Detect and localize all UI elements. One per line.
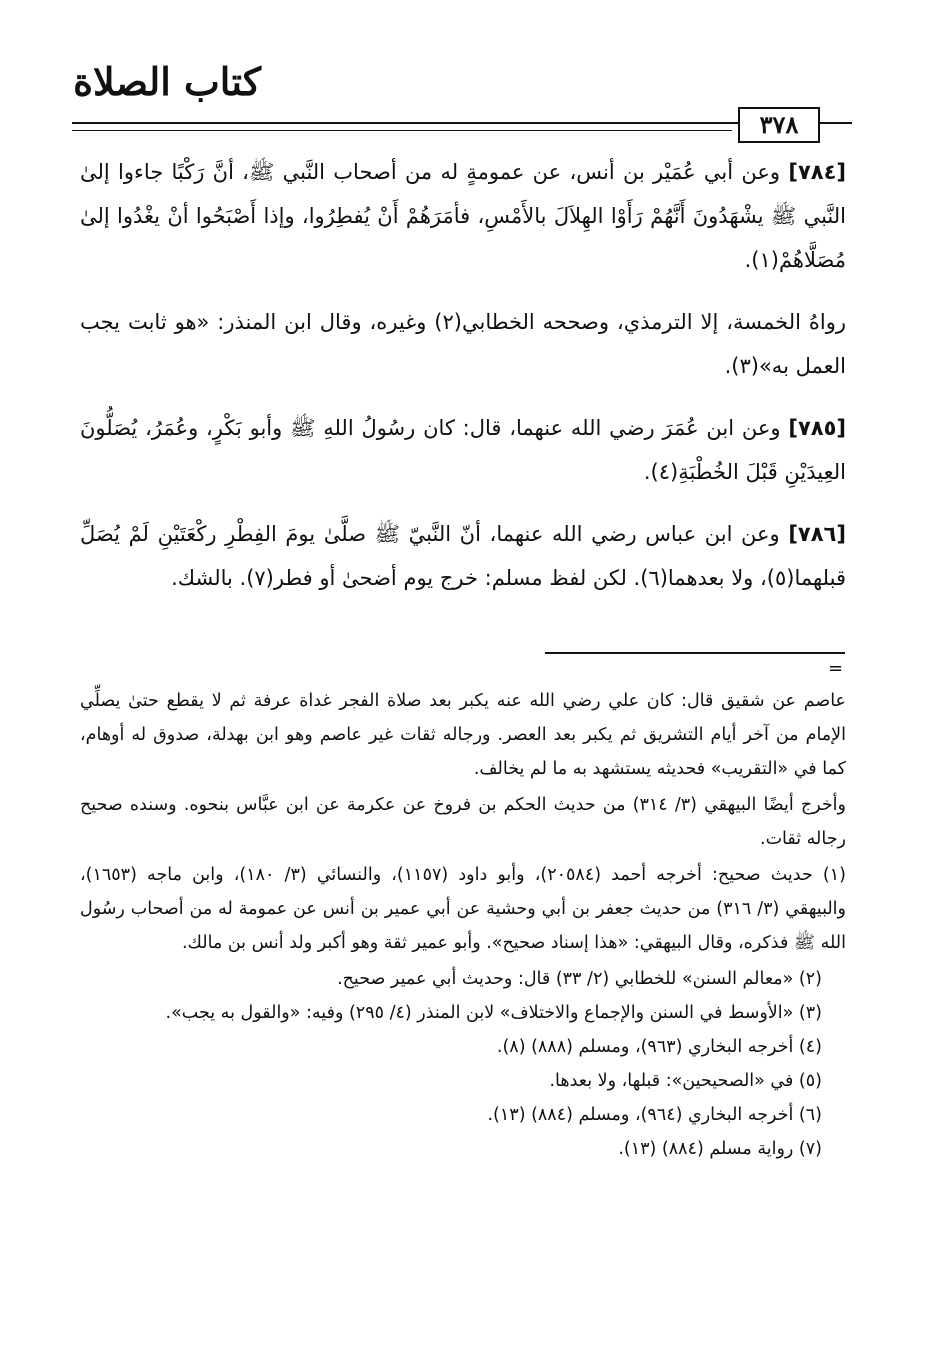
main-text [80,150,846,618]
footnote-5: (٥) في «الصحيحين»: قبلها، ولا بعدها. [549,1071,822,1091]
footnote-4: (٤) أخرجه البخاري (٩٦٣)، ومسلم (٨٨٨) (٨). [496,1037,822,1057]
hadith-text: وعن ابن عُمَرَ رضي الله عنهما، قال: كان رسُولُ اللهِ ﷺ وأبو بَكْرٍ، وعُمَرُ، يُصَلُّونَ العِيدَيْنِ قَبْلَ الخُطْبَةِ(٤). [80,416,846,484]
page-number: ٣٧٨ [738,107,820,143]
footnote-1: (١) حديث صحيح: أخرجه أحمد (٢٠٥٨٤)، وأبو داود (١١٥٧)، والنسائي (٣/ ١٨٠)، وابن ماجه (١٦٥٣)، والبيهقي (٣/ ٣١٦) من حديث جعفر بن أبي وحشية عن أبي عمير بن أنس عن عمومة له من أصحاب رسُول الله ﷺ فذكره، وقال البيهقي: «هذا إسناد صحيح». وأبو عمير ثقة وهو أكبر ولد أنس بن مالك. [80,865,846,953]
header-rule-thin [72,130,732,131]
chapter-title: كتاب الصلاة [73,59,261,104]
hadith-number: [٧٨٦] [788,522,846,546]
hadith-text: وعن أبي عُمَيْر بن أنس، عن عمومةٍ له من أصحاب النَّبي ﷺ، أنَّ رَكْبًا جاءوا إلىٰ النَّبي ﷺ يشْهَدُونَ أَنَّهُمْ رَأَوْا الهِلاَلَ بالأَمْسِ، فأمَرَهُمْ أَنْ يُفطِرُوا، وإذا أَصْبَحُوا أنْ يغْدُوا إلىٰ مُصَلَّاهُمْ(١). [80,160,846,272]
hadith-text: وعن ابن عباس رضي الله عنهما، أنّ النَّبيّ ﷺ صلَّىٰ يومَ الفِطْرِ ركْعَتَيْنِ لَمْ يُصَلِّ قبلهما(٥)، ولا بعدهما(٦). لكن لفظ مسلم: خرج يوم أضحىٰ أو فطر(٧). بالشك. [80,522,846,590]
footnote-continued: وأخرج أيضًا البيهقي (٣/ ٣١٤) من حديث الحكم بن فروخ عن عكرمة عن ابن عبَّاس بنحوه. وسنده صحيح رجاله ثقات. [80,795,846,849]
footnotes [80,684,846,1166]
hadith-785 [80,406,846,494]
header-rule [72,122,852,124]
hadith-784-commentary [80,300,846,388]
hadith-number: [٧٨٥] [788,416,846,440]
footnote-continued: عاصم عن شقيق قال: كان علي رضي الله عنه يكبر بعد صلاة الفجر غداة عرفة ثم لا يقطع حتىٰ يصلِّي الإمام من آخر أيام التشريق ثم يكبر بعد العصر. ورجاله ثقات غير عاصم وهو ابن بهدلة، صدوق له أوهام، كما في «التقريب» فحديثه يستشهد به ما لم يخالف. [80,691,846,779]
footnote-6: (٦) أخرجه البخاري (٩٦٤)، ومسلم (٨٨٤) (١٣). [487,1105,822,1125]
hadith-number: [٧٨٤] [788,160,846,184]
footnote-2: (٢) «معالم السنن» للخطابي (٢/ ٣٣) قال: وحديث أبي عمير صحيح. [337,969,822,989]
continuation-mark: = [828,658,844,679]
footnote-7: (٧) رواية مسلم (٨٨٤) (١٣). [618,1139,822,1159]
hadith-784 [80,150,846,282]
footnote-divider [545,652,845,654]
footnote-3: (٣) «الأوسط في السنن والإجماع والاختلاف» لابن المنذر (٤/ ٢٩٥) وفيه: «والقول به يجب». [165,1003,822,1023]
commentary-text: رواهُ الخمسة، إلا الترمذي، وصححه الخطابي(٢) وغيره، وقال ابن المنذر: «هو ثابت يجب العمل به»(٣). [80,310,847,378]
hadith-786 [80,512,846,600]
